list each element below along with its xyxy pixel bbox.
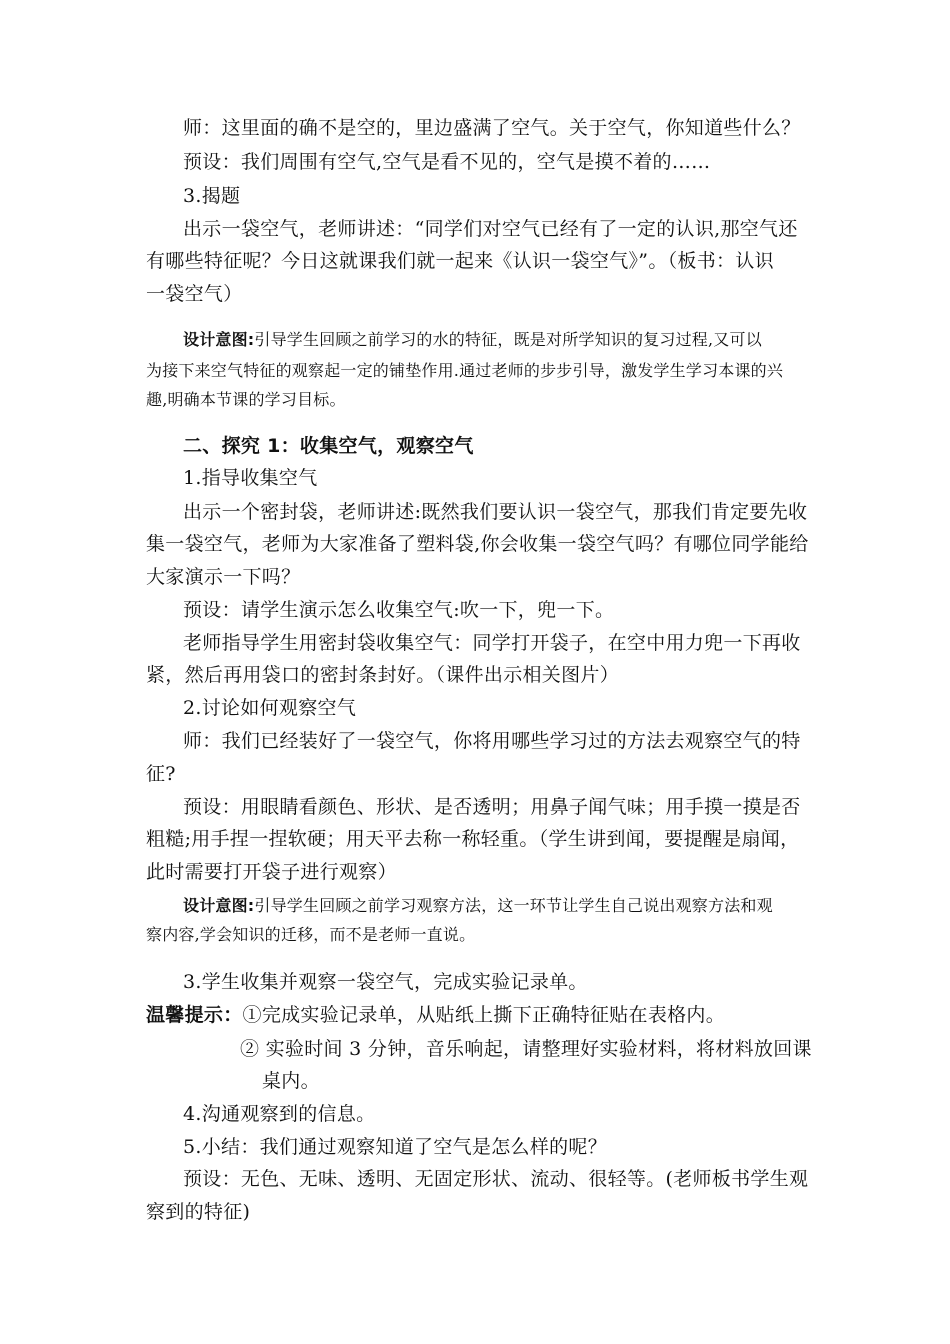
step-heading: 1.指导收集空气 [183,467,318,489]
design-intent-line: 趣,明确本节课的学习目标。 [146,390,346,409]
design-intent-text: 引导学生回顾之前学习观察方法，这一环节让学生自己说出观察方法和观 [254,896,773,915]
step-heading: 4.沟通观察到的信息。 [183,1103,376,1125]
paragraph-line: 预设：我们周围有空气,空气是看不见的，空气是摸不着的…… [183,151,711,173]
tip-label: 温馨提示： [146,1004,243,1026]
paragraph-line: 5.小结：我们通过观察知道了空气是怎么样的呢？ [183,1136,608,1158]
paragraph-line: 预设：用眼睛看颜色、形状、是否透明；用鼻子闻气味；用手摸一摸是否 [183,796,801,818]
design-intent-line [183,329,762,351]
paragraph-line: 师：我们已经装好了一袋空气，你将用哪些学习过的方法去观察空气的特 [183,730,801,752]
design-intent-label: 设计意图: [183,896,255,915]
step-heading: 3.揭题 [183,185,241,207]
step-heading: 2.讨论如何观察空气 [183,697,357,719]
paragraph-line: 此时需要打开袋子进行观察） [146,861,397,883]
paragraph-line: 一袋空气） [146,283,243,305]
paragraph-line: 紧，然后再用袋口的密封条封好。（课件出示相关图片） [146,664,620,686]
paragraph-line: 预设：请学生演示怎么收集空气:吹一下，兜一下。 [183,599,615,621]
paragraph-line: 预设：无色、无味、透明、无固定形状、流动、很轻等。(老师板书学生观 [183,1168,809,1190]
paragraph-line: 大家演示一下吗？ [146,566,301,588]
paragraph-line: 老师指导学生用密封袋收集空气：同学打开袋子，在空中用力兜一下再收 [183,632,801,654]
design-intent-label: 设计意图: [183,330,255,349]
paragraph-line: 征? [146,763,176,785]
tip-line [146,1003,725,1027]
design-intent-line: 为接下来空气特征的观察起一定的铺垫作用.通过老师的步步引导，激发学生学习本课的兴 [146,361,784,380]
paragraph-line: 出示一个密封袋，老师讲述:既然我们要认识一袋空气，那我们肯定要先收 [183,501,808,523]
paragraph-line: 粗糙;用手捏一捏软硬；用天平去称一称轻重。（学生讲到闻，要提醒是扇闻， [146,828,800,850]
paragraph-line: 察到的特征) [146,1201,251,1223]
tip-item: 桌内。 [262,1070,320,1092]
design-intent-text: 引导学生回顾之前学习的水的特征，既是对所学知识的复习过程,又可以 [254,330,762,349]
paragraph-line: 集一袋空气，老师为大家准备了塑料袋,你会收集一袋空气吗？有哪位同学能给 [146,533,809,555]
paragraph-line: 出示一袋空气，老师讲述：“同学们对空气已经有了一定的认识,那空气还 [183,218,798,240]
step-heading: 3.学生收集并观察一袋空气，完成实验记录单。 [183,971,588,993]
design-intent-line: 察内容,学会知识的迁移，而不是老师一直说。 [146,925,476,944]
design-intent-line [183,895,773,917]
tip-item: ② 实验时间 3 分钟，音乐响起，请整理好实验材料，将材料放回课 [240,1038,812,1060]
paragraph-line: 有哪些特征呢？今日这就课我们就一起来《认识一袋空气》”。（板书：认识 [146,250,774,272]
section-heading: 二、探究 1：收集空气，观察空气 [183,435,474,457]
tip-item: ①完成实验记录单，从贴纸上撕下正确特征贴在表格内。 [242,1004,726,1026]
paragraph-line: 师：这里面的确不是空的，里边盛满了空气。关于空气，你知道些什么？ [183,117,801,139]
